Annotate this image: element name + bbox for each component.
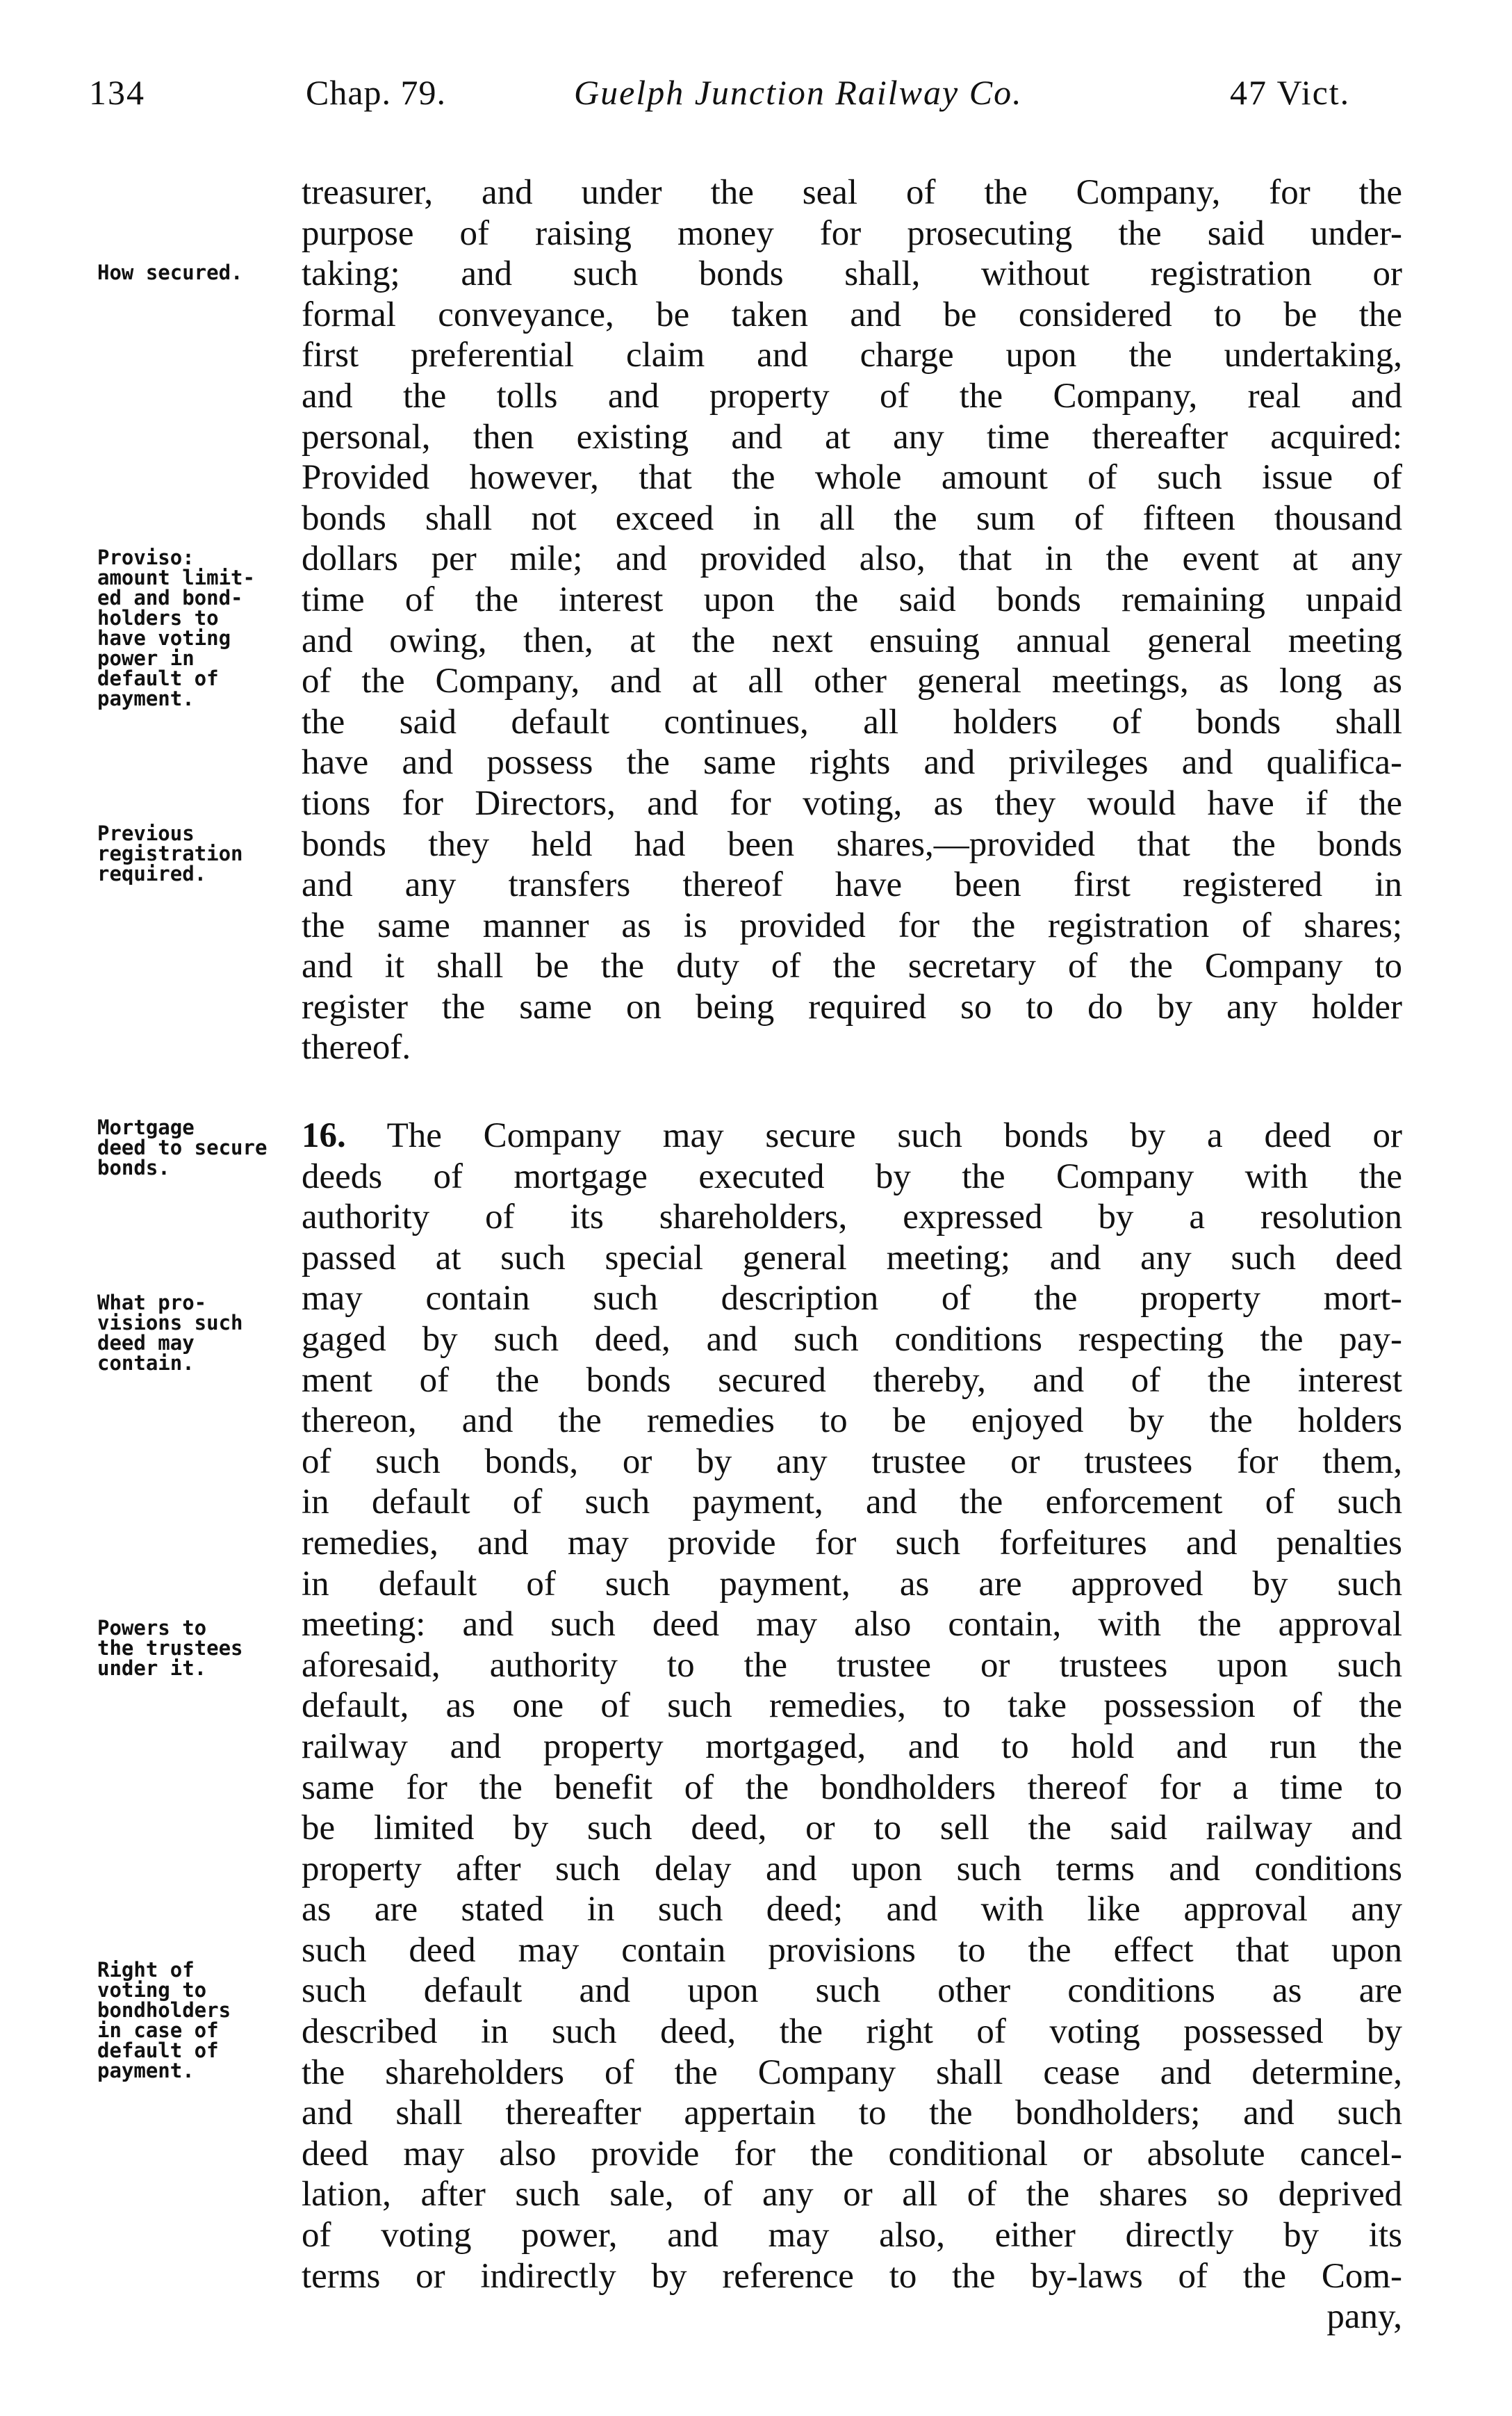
text-line: formal conveyance, be taken and be considered to be the: [302, 295, 1402, 334]
text-line: property after such delay and upon such terms and conditions: [302, 1849, 1402, 1888]
text-line: passed at such special general meeting; and any such deed: [302, 1238, 1402, 1278]
margin-note-line: voting to: [97, 1978, 207, 2002]
margin-note-line: Powers to: [97, 1616, 207, 1640]
regnal-year: 47 Vict.: [1230, 73, 1351, 112]
margin-note-line: deed may: [97, 1331, 195, 1355]
text-line: treasurer, and under the seal of the Company, for the: [302, 173, 1402, 212]
section-16: [302, 1116, 1402, 2337]
text-line: such deed may contain provisions to the effect that upon: [302, 1930, 1402, 1970]
text-line: deed may also provide for the conditional or absolute cancel-: [302, 2134, 1402, 2173]
text-line: of voting power, and may also, either directly by its: [302, 2216, 1402, 2255]
running-title: Guelph Junction Railway Co.: [574, 73, 1023, 112]
text-line: bonds shall not exceed in all the sum of fifteen thousand: [302, 498, 1402, 538]
text-line: such default and upon such other conditions as are: [302, 1971, 1402, 2011]
text-line: of such bonds, or by any trustee or trustees for them,: [302, 1442, 1402, 1481]
text-line: terms or indirectly by reference to the by-laws of the Com-: [302, 2256, 1402, 2296]
chapter-label: Chap. 79.: [306, 73, 447, 112]
text-line: described in such deed, the right of voting possessed by: [302, 2012, 1402, 2052]
margin-note-line: required.: [97, 862, 207, 885]
text-line: as are stated in such deed; and with like approval any: [302, 1890, 1402, 1929]
text-line: and the tolls and property of the Company, real and: [302, 376, 1402, 416]
text-line: bonds they held had been shares,—provided that the bonds: [302, 824, 1402, 864]
margin-note-line: How secured.: [97, 261, 243, 284]
margin-note-line: have voting: [97, 626, 231, 650]
text-line: and it shall be the duty of the secretary of the Company to: [302, 947, 1402, 986]
running-header: [0, 61, 1512, 124]
text-line: remedies, and may provide for such forfeitures and penalties: [302, 1523, 1402, 1562]
text-line: ment of the bonds secured thereby, and of the interest: [302, 1360, 1402, 1400]
margin-note-line: Previous: [97, 822, 195, 845]
text-line: aforesaid, authority to the trustee or trustees upon such: [302, 1645, 1402, 1685]
text-line: purpose of raising money for prosecuting the said under-: [302, 213, 1402, 253]
text-line: in default of such payment, and the enforcement of such: [302, 1483, 1402, 1522]
text-line: of the Company, and at all other general meetings, as long as: [302, 662, 1402, 701]
margin-note-line: amount limit-: [97, 566, 255, 589]
margin-note-line: power in: [97, 646, 195, 670]
margin-note-line: What pro-: [97, 1291, 207, 1314]
margin-note-right-of-voting: [97, 1960, 299, 2081]
margin-note-line: Right of: [97, 1958, 195, 1982]
paragraph-continuation: [302, 172, 1402, 1068]
section-first-line: [302, 1116, 1402, 1157]
margin-note-line: holders to: [97, 606, 219, 630]
section-number: 16.: [302, 1116, 346, 1155]
margin-note-previous-registration: [97, 824, 299, 884]
margin-note-line: bonds.: [97, 1156, 170, 1180]
text-line: register the same on being required so to do by any holder: [302, 987, 1402, 1027]
margin-note-mortgage-deed: [97, 1118, 299, 1178]
margin-note-line: in case of: [97, 2018, 219, 2042]
text-line: and owing, then, at the next ensuing annual general meeting: [302, 621, 1402, 660]
text-line: thereon, and the remedies to be enjoyed by the holders: [302, 1401, 1402, 1441]
margin-note-line: the trustees: [97, 1636, 243, 1660]
text-line: meeting: and such deed may also contain, with the approval: [302, 1605, 1402, 1644]
text-line: and any transfers thereof have been first registered in: [302, 865, 1402, 905]
margin-note-what-provisions: [97, 1293, 299, 1373]
text-line: time of the interest upon the said bonds remaining unpaid: [302, 580, 1402, 619]
margin-note-line: Proviso:: [97, 546, 195, 569]
catchword: pany,: [1326, 2297, 1402, 2337]
text-line: dollars per mile; and provided also, that in the event at any: [302, 539, 1402, 579]
margin-note-line: under it.: [97, 1656, 207, 1680]
margin-note-powers-trustees: [97, 1618, 299, 1679]
margin-note-how-secured: [97, 263, 299, 283]
margin-note-line: bondholders: [97, 1998, 231, 2022]
text-line: default, as one of such remedies, to take possession of the: [302, 1686, 1402, 1726]
text-line: same for the benefit of the bondholders thereof for a time to: [302, 1768, 1402, 1807]
margin-note-line: Mortgage: [97, 1116, 195, 1139]
margin-note-line: payment.: [97, 687, 195, 710]
text-line: Provided however, that the whole amount of such issue of: [302, 458, 1402, 498]
text-line: tions for Directors, and for voting, as they would have if the: [302, 783, 1402, 823]
text-line: deeds of mortgage executed by the Company with the: [302, 1157, 1402, 1196]
section-first-line-text: The Company may secure such bonds by a deed or: [386, 1116, 1402, 1155]
text-line: the shareholders of the Company shall cease and determine,: [302, 2052, 1402, 2092]
text-line: the same manner as is provided for the registration of shares;: [302, 906, 1402, 945]
text-line: gaged by such deed, and such conditions respecting the pay-: [302, 1319, 1402, 1359]
margin-note-line: ed and bond-: [97, 586, 243, 610]
margin-note-line: visions such: [97, 1311, 243, 1334]
text-line: personal, then existing and at any time thereafter acquired:: [302, 417, 1402, 457]
margin-note-line: payment.: [97, 2059, 195, 2082]
text-line: the said default continues, all holders of bonds shall: [302, 702, 1402, 742]
text-line: thereof.: [302, 1028, 411, 1068]
margin-note-line: default of: [97, 2039, 219, 2062]
text-line: taking; and such bonds shall, without registration or: [302, 254, 1402, 294]
text-line: in default of such payment, as are approved by such: [302, 1564, 1402, 1603]
text-line: first preferential claim and charge upon the undertaking,: [302, 336, 1402, 375]
text-line: authority of its shareholders, expressed by a resolution: [302, 1198, 1402, 1237]
text-line: may contain such description of the property mort-: [302, 1279, 1402, 1319]
margin-note-line: default of: [97, 667, 219, 690]
margin-note-line: contain.: [97, 1351, 195, 1375]
text-line: and shall thereafter appertain to the bondholders; and such: [302, 2093, 1402, 2133]
margin-note-proviso: [97, 548, 299, 709]
text-line: be limited by such deed, or to sell the said railway and: [302, 1809, 1402, 1848]
text-line: have and possess the same rights and privileges and qualifica-: [302, 743, 1402, 783]
page-number: 134: [89, 73, 145, 112]
margin-note-line: deed to secure: [97, 1136, 268, 1159]
text-line: railway and property mortgaged, and to hold and run the: [302, 1727, 1402, 1766]
margin-note-line: registration: [97, 842, 243, 865]
text-line: lation, after such sale, of any or all of the shares so deprived: [302, 2175, 1402, 2214]
